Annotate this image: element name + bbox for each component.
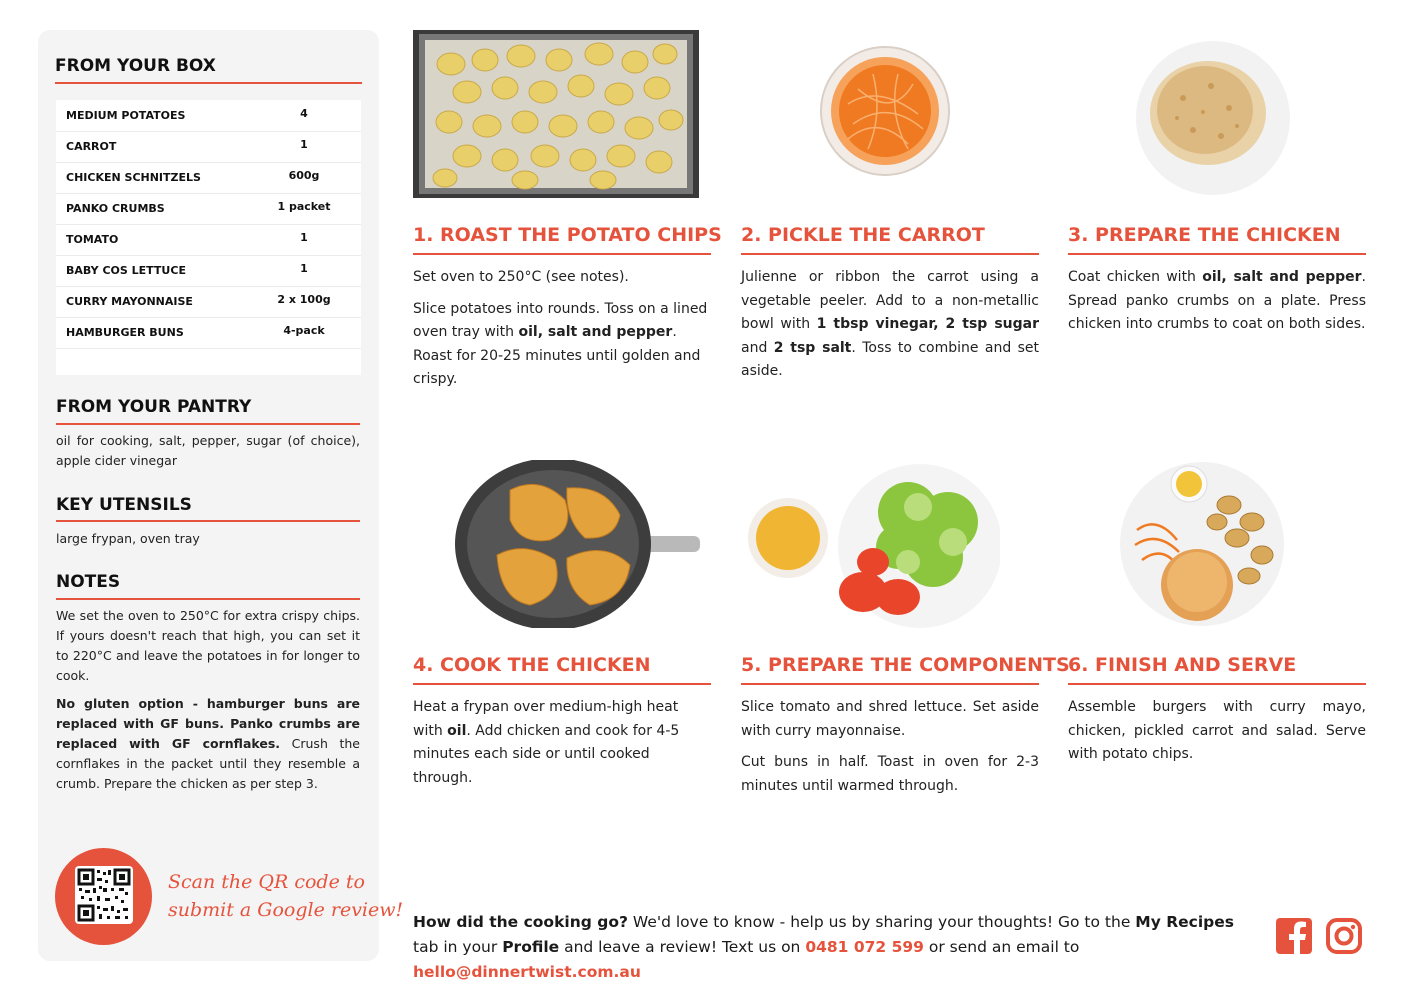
step-5-rule	[741, 683, 1039, 685]
step-text-bold: oil, salt and pepper	[518, 324, 673, 340]
instagram-icon[interactable]	[1325, 916, 1363, 956]
step-6-rule	[1068, 683, 1366, 685]
table-row	[56, 317, 361, 349]
ingredient-qty: 1	[300, 262, 308, 275]
step-text-run: Julienne or ribbon the carrot using a vegetable peeler. Add to a non-metallic bowl with	[741, 269, 1039, 332]
step-3-text	[1068, 266, 1366, 345]
pantry-text: oil for cooking, salt, pepper, sugar (of choice), apple cider vinegar	[56, 433, 360, 468]
ingredient-qty: 1	[300, 138, 308, 151]
step-text-bold: 2 tsp salt	[773, 339, 852, 356]
step-paragraph	[413, 266, 711, 290]
step-text-run: Heat a frypan over medium-high heat with	[413, 699, 679, 739]
from-your-box-title: FROM YOUR BOX	[55, 56, 216, 76]
ingredient-name: CURRY MAYONNAISE	[66, 295, 193, 308]
footer-text-3: and leave a review! Text us on	[559, 938, 806, 956]
footer-text-2: tab in your	[413, 938, 503, 956]
footer-question: How did the cooking go?	[413, 913, 628, 931]
table-row	[56, 193, 361, 225]
footer-my-recipes: My Recipes	[1135, 913, 1234, 931]
ingredient-qty: 600g	[288, 169, 320, 182]
step-text-run: . Toss to combine and set aside.	[741, 339, 1039, 379]
utensils-text: large frypan, oven tray	[56, 531, 200, 546]
notes-title: NOTES	[56, 572, 121, 592]
table-row	[56, 162, 361, 194]
carrot-bowl-photo	[818, 44, 953, 179]
ingredient-name: CHICKEN SCHNITZELS	[66, 171, 201, 184]
step-text-bold: 1 tbsp vinegar, 2 tsp sugar	[816, 316, 1039, 332]
ingredient-name: TOMATO	[66, 233, 119, 246]
potato-tray-photo	[413, 30, 699, 198]
step-2-rule	[741, 253, 1039, 255]
pantry-title-rule	[56, 423, 360, 425]
step-text-run: . Spread panko crumbs on a plate. Press chicken into crumbs to coat on both sides.	[1068, 269, 1366, 332]
box-ingredients-table	[56, 100, 361, 375]
step-text-run: . Add chicken and cook for 4-5 minutes each side or until cooked through.	[413, 722, 680, 786]
step-text-run: Cut buns in half. Toast in oven for 2-3 minutes until warmed through.	[741, 754, 1039, 794]
ingredient-qty: 4	[300, 107, 308, 120]
step-paragraph	[1068, 266, 1366, 337]
ingredient-qty: 1 packet	[277, 200, 331, 213]
step-4-title: 4. COOK THE CHICKEN	[413, 654, 651, 676]
qr-badge	[55, 848, 152, 945]
table-row	[56, 255, 361, 287]
ingredient-name: HAMBURGER BUNS	[66, 326, 184, 339]
facebook-icon[interactable]	[1275, 916, 1313, 956]
ingredient-name: PANKO CRUMBS	[66, 202, 165, 215]
step-3-title: 3. PREPARE THE CHICKEN	[1068, 224, 1341, 246]
step-text-run: Set oven to 250°C (see notes).	[413, 269, 629, 285]
step-paragraph	[413, 298, 711, 392]
phone-link[interactable]: 0481 072 599	[805, 938, 924, 956]
burger-plate-photo	[1117, 460, 1287, 628]
step-1-text	[413, 266, 711, 400]
step-paragraph	[413, 696, 711, 790]
step-1-rule	[413, 253, 711, 255]
scan-qr-line-2: submit a Google review!	[168, 899, 404, 921]
step-paragraph	[741, 751, 1039, 798]
step-text-bold: oil, salt and pepper	[1202, 269, 1362, 285]
step-paragraph	[741, 696, 1039, 743]
step-text-run: Slice potatoes into rounds. Toss on a lined oven tray with	[413, 300, 708, 340]
ingredient-name: MEDIUM POTATOES	[66, 109, 186, 122]
step-text-bold: oil	[447, 722, 467, 739]
step-6-text	[1068, 696, 1366, 775]
step-text-run: Assemble burgers with curry mayo, chicken, pickled carrot and salad. Serve with potato chips.	[1068, 699, 1366, 762]
table-row	[56, 100, 361, 132]
notes-paragraph-2	[56, 694, 360, 794]
box-title-rule	[55, 82, 362, 84]
qr-code-icon[interactable]	[75, 866, 133, 924]
notes-gluten-rest: Crush the cornflakes in the packet until they resemble a crumb. Prepare the chicken as per step 3.	[56, 736, 360, 791]
step-4-rule	[413, 683, 711, 685]
feedback-footer	[413, 910, 1263, 985]
step-text-run: Coat chicken with	[1068, 269, 1203, 285]
step-paragraph	[1068, 696, 1366, 767]
crumbed-chicken-photo	[1133, 38, 1293, 198]
table-row	[56, 131, 361, 163]
ingredient-name: CARROT	[66, 140, 117, 153]
step-5-title: 5. PREPARE THE COMPONENTS	[741, 654, 1070, 676]
ingredient-qty: 4-pack	[283, 324, 325, 337]
table-row	[56, 224, 361, 256]
utensils-title-rule	[56, 520, 360, 522]
step-2-title: 2. PICKLE THE CARROT	[741, 224, 985, 246]
ingredient-name: BABY COS LETTUCE	[66, 264, 186, 277]
scan-qr-text	[168, 868, 403, 924]
ingredient-qty: 1	[300, 231, 308, 244]
step-3-rule	[1068, 253, 1366, 255]
notes-paragraph-1: We set the oven to 250°C for extra crispy chips. If yours doesn't reach that high, you can set it to 220°C and leave the potatoes in for longer to cook.	[56, 608, 360, 683]
scan-qr-line-1: Scan the QR code to	[168, 871, 365, 893]
key-utensils-title: KEY UTENSILS	[56, 495, 192, 515]
notes-title-rule	[56, 598, 360, 600]
step-6-title: 6. FINISH AND SERVE	[1068, 654, 1297, 676]
footer-profile: Profile	[502, 938, 560, 956]
table-row	[56, 286, 361, 318]
step-4-text	[413, 696, 711, 798]
step-text-run: . Roast for 20-25 minutes until golden and crispy.	[413, 324, 701, 387]
step-text-run: Slice tomato and shred lettuce. Set aside with curry mayonnaise.	[741, 699, 1039, 739]
components-photo	[748, 462, 1000, 630]
step-1-title: 1. ROAST THE POTATO CHIPS	[413, 224, 722, 246]
email-link[interactable]: hello@dinnertwist.com.au	[413, 963, 641, 981]
footer-text-1: We'd love to know - help us by sharing your thoughts! Go to the	[627, 913, 1136, 931]
from-your-pantry-title: FROM YOUR PANTRY	[56, 397, 252, 417]
step-2-text	[741, 266, 1039, 392]
ingredient-qty: 2 x 100g	[277, 293, 331, 306]
step-text-run: and	[741, 339, 774, 356]
notes-gluten-bold: No gluten option - hamburger buns are replaced with GF buns. Panko crumbs are replaced with GF cornflakes.	[56, 696, 360, 751]
step-5-text	[741, 696, 1039, 806]
step-paragraph	[741, 266, 1039, 384]
footer-text-4: or send an email to	[923, 938, 1080, 956]
frypan-chicken-photo	[455, 460, 701, 628]
